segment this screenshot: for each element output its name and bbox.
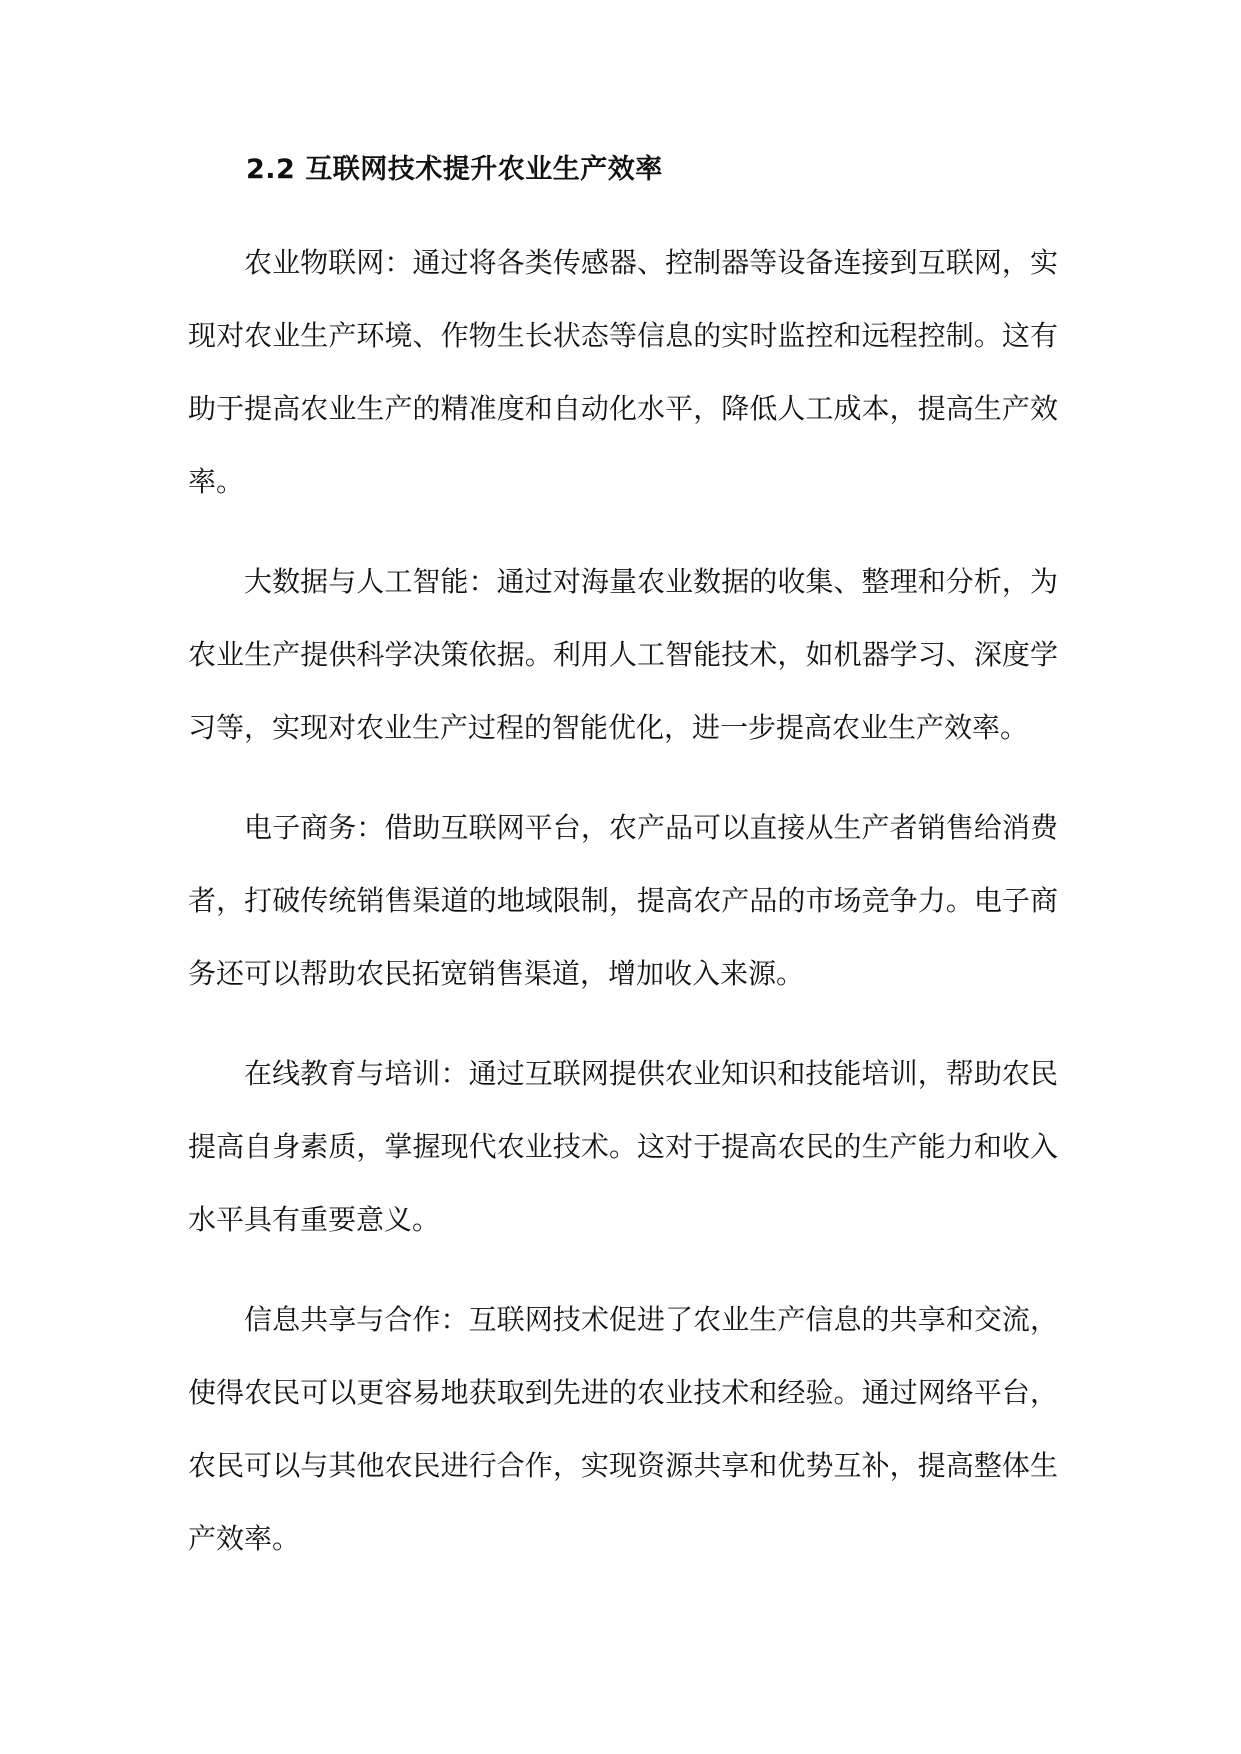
paragraph-info-sharing: 信息共享与合作：互联网技术促进了农业生产信息的共享和交流，使得农民可以更容易地获取到先进的农业技术和经验。通过网络平台，农民可以与其他农民进行合作，实现资源共享和优势互补，提高整体生产效率。 bbox=[188, 1303, 1058, 1555]
paragraph-iot: 农业物联网：通过将各类传感器、控制器等设备连接到互联网，实现对农业生产环境、作物生长状态等信息的实时监控和远程控制。这有助于提高农业生产的精准度和自动化水平，降低人工成本，提高生产效率。 bbox=[188, 246, 1058, 498]
paragraph-big-data-ai: 大数据与人工智能：通过对海量农业数据的收集、整理和分析，为农业生产提供科学决策依据。利用人工智能技术，如机器学习、深度学习等，实现对农业生产过程的智能优化，进一步提高农业生产效率。 bbox=[188, 565, 1058, 744]
document-body bbox=[188, 150, 1058, 1602]
paragraph-e-commerce: 电子商务：借助互联网平台，农产品可以直接从生产者销售给消费者，打破传统销售渠道的地域限制，提高农产品的市场竞争力。电子商务还可以帮助农民拓宽销售渠道，增加收入来源。 bbox=[188, 811, 1058, 990]
paragraph-online-education: 在线教育与培训：通过互联网提供农业知识和技能培训，帮助农民提高自身素质，掌握现代农业技术。这对于提高农民的生产能力和收入水平具有重要意义。 bbox=[188, 1057, 1058, 1236]
section-heading: 2.2 互联网技术提升农业生产效率 bbox=[246, 154, 663, 185]
